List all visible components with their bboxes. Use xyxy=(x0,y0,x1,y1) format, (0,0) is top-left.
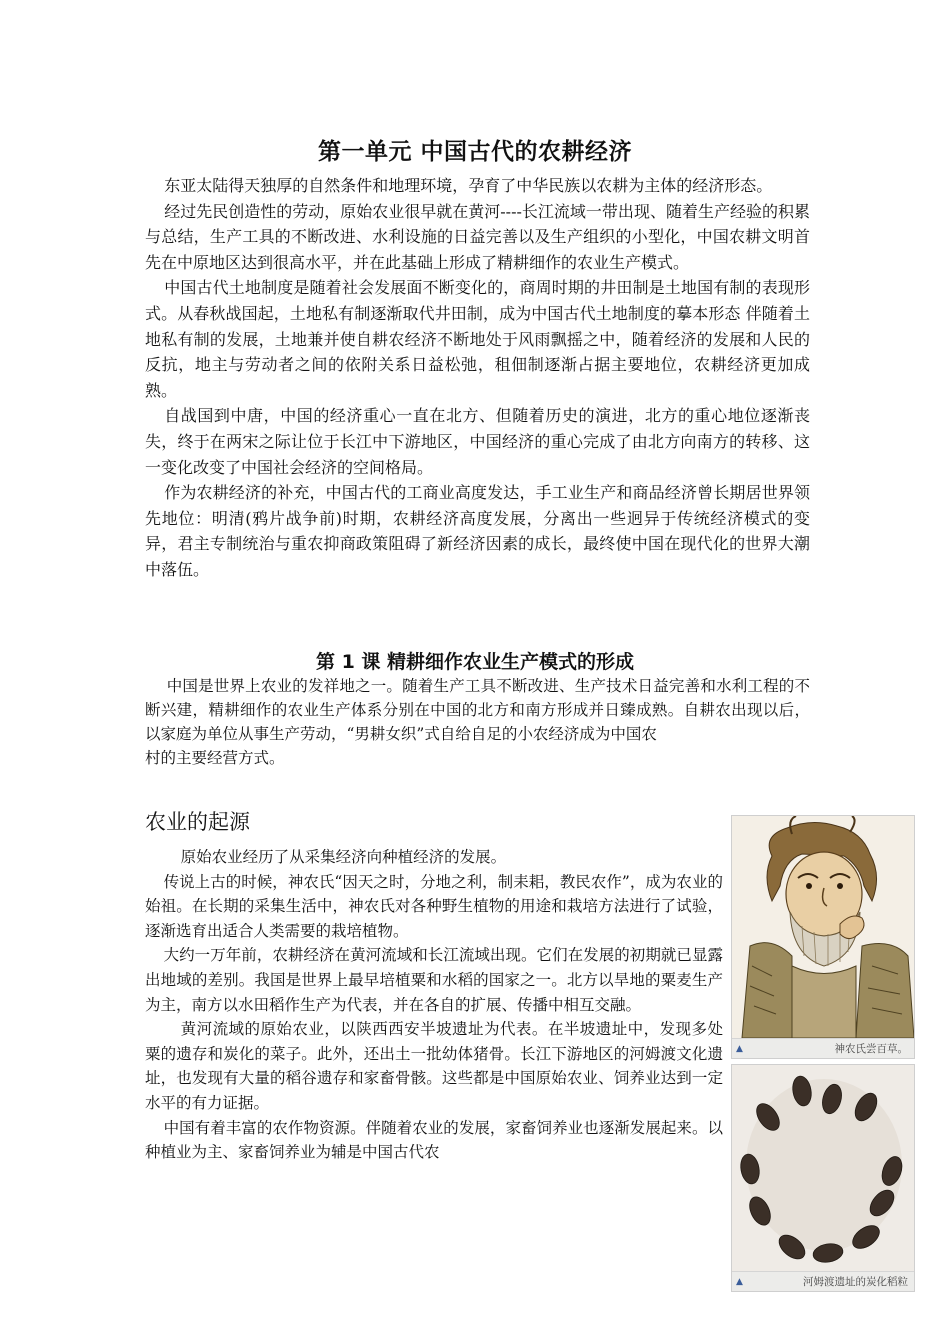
unit-paragraph: 作为农耕经济的补充，中国古代的工商业高度发达，手工业生产和商品经济曾长期居世界领先地位：明清(鸦片战争前)时期，农耕经济高度发展，分离出一些迥异于传统经济模式的变异，君主专制统治与重农抑商政策阻碍了新经济因素的成长，最终使中国在现代化的世界大潮中落伍。 xyxy=(145,483,810,579)
unit-intro xyxy=(145,173,810,583)
carbonized-rice-grains-icon xyxy=(732,1065,914,1271)
rice-grains-figure xyxy=(731,1064,915,1292)
unit-paragraph: 自战国到中唐，中国的经济重心一直在北方、但随着历史的演进，北方的重心地位逐渐丧失，终于在两宋之际让位于长江中下游地区，中国经济的重心完成了由北方向南方的转移、这一变化改变了中国社会经济的空间格局。 xyxy=(145,406,810,477)
unit-paragraph: 中国古代土地制度是随着社会发展面不断变化的，商周时期的井田制是土地国有制的表现形式。从春秋战国起，土地私有制逐渐取代井田制，成为中国古代土地制度的摹本形态 伴随着土地私有制的发展，土地兼并使自耕农经济不断地处于风雨飘摇之中，随着经济的发展和人民的反抗，地主与劳动者之间的依附关系日益松弛，租佃制逐渐占据主要地位，农耕经济更加成熟。 xyxy=(145,278,810,400)
unit-paragraph: 东亚太陆得天独厚的自然条件和地理环境，孕育了中华民族以农耕为主体的经济形态。 xyxy=(164,176,773,195)
section-paragraph: 中国有着丰富的农作物资源。伴随着农业的发展，家畜饲养业也逐渐发展起来。以种植业为主、家畜饲养业为辅是中国古代农 xyxy=(145,1118,723,1162)
section-paragraph: 传说上古的时候，神农氏“因天之时，分地之利，制耒耜，教民农作”，成为农业的始祖。在长期的采集生活中，神农氏对各种野生植物的用途和栽培方法进行了试验，逐渐选育出适合人类需要的栽培植物。 xyxy=(145,872,723,940)
figure-caption xyxy=(732,1271,914,1291)
lesson-intro xyxy=(145,674,810,770)
figure-caption-text: 神农氏尝百草。 xyxy=(834,1043,908,1055)
unit-paragraph: 经过先民创造性的劳动，原始农业很早就在黄河----长江流域一带出现、随着生产经验的积累与总结，生产工具的不断改进、水利设施的日益完善以及生产组织的小型化，中国农耕文明首先在中原地区达到很高水平，并在此基础上形成了精耕细作的农业生产模式。 xyxy=(145,201,810,272)
lesson-title: 第 1 课 精耕细作农业生产模式的形成 xyxy=(315,651,635,673)
lesson-intro-line: 村的主要经营方式。 xyxy=(145,749,285,767)
unit-title: 第一单元 中国古代的农耕经济 xyxy=(317,139,632,165)
section-paragraph: 原始农业经历了从采集经济向种植经济的发展。 xyxy=(180,848,507,866)
shennong-portrait-icon xyxy=(732,816,914,1038)
section-paragraph: 大约一万年前，农耕经济在黄河流域和长江流域出现。它们在发展的初期就已显露出地域的差别。我国是世界上最早培植粟和水稻的国家之一。北方以旱地的粟麦生产为主，南方以水田稻作生产为代表，并在各自的扩展、传播中相互交融。 xyxy=(145,946,723,1014)
figure-caption-text: 河姆渡遗址的炭化稻粒 xyxy=(803,1276,908,1288)
lesson-intro-line: 中国是世界上农业的发祥地之一。随着生产工具不断改进、生产技术日益完善和水利工程的不断兴建，精耕细作的农业生产体系分别在中国的北方和南方形成并日臻成熟。自耕农出现以后，以家庭为单位从事生产劳动，“男耕女织”式自给自足的小农经济成为中国农 xyxy=(145,677,810,743)
caption-marker-icon: ▲ xyxy=(736,1277,743,1287)
section-title: 农业的起源 xyxy=(145,810,250,834)
caption-marker-icon: ▲ xyxy=(736,1044,743,1054)
section-body xyxy=(145,845,723,1165)
section-paragraph: 黄河流域的原始农业，以陕西西安半坡遗址为代表。在半坡遗址中，发现多处粟的遗存和炭化的菜子。此外，还出土一批幼体猪骨。长江下游地区的河姆渡文化遗址，也发现有大量的稻谷遗存和家畜骨骸。这些都是中国原始农业、饲养业达到一定水平的有力证据。 xyxy=(145,1020,723,1112)
figure-caption xyxy=(732,1038,914,1058)
shennong-figure xyxy=(731,815,915,1059)
